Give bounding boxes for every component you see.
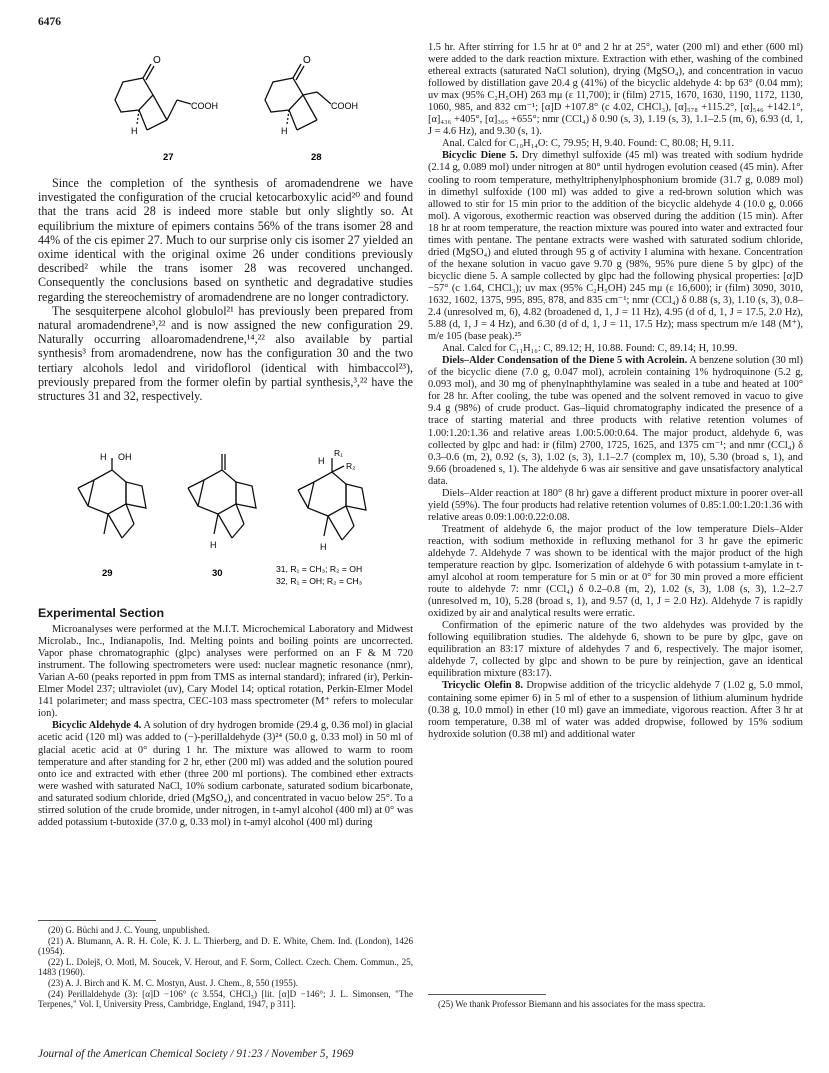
paragraph-equilibration: Confirmation of the epimeric nature of the two aldehydes was provided by the following equilibration studies. The aldehyde 6, shown to be pure by glpc, gave on equilibration an 83:17 mixture of aldehydes 7 and 6, respectively. The major isomer, aldehyde 7, collected by glpc and shown to be pure by reinjection, gave an identical equilibration mixture (83:17). — [428, 620, 803, 680]
footnote-20: (20) G. Büchi and J. C. Young, unpublished. — [48, 925, 210, 935]
footnote-22: (22) L. Doleјš, O. Motl, M. Soucek, V. Herout, and F. Sorm, Collect. Czech. Chem. Commun., 25, 1483 (1960). — [38, 956, 413, 978]
footnote-21: (21) A. Blumann, A. R. H. Cole, K. J. L. Thierberg, and D. E. White, Chem. Ind. (London), 1426 (1954). — [38, 935, 413, 957]
experimental-section — [38, 607, 413, 829]
structure-30-label: 30 — [212, 568, 223, 579]
paragraph-diels-alder-180: Diels–Alder reaction at 180° (8 hr) gave a different product mixture in poorer over-all yield (59%). The four products had relative retention volumes of 0.85:1.00:1.20:1.36 with relative areas 0.09:1.00:0.22:0.08. — [428, 487, 803, 523]
structure-27-oxygen: O — [153, 55, 161, 66]
text-diene-5: Dry dimethyl sulfoxide (45 ml) was treated with sodium hydride (2.14 g, 0.089 mol) under nitrogen at 80° until hydrogen evolution ceased (45 min). After cooling to room temperature, methyltriphenylphosphonium bromide (31.7 g, 0.089 mol) in dimethyl sulfoxide (100 ml) was added to give a red-brown solution which was allowed to stir for 15 min prior to the addition of the bicyclic aldehyde 4 (10.0 g, 0.066 mol). A vigorous, exothermic reaction was observed during the addition (15 min). After 18 hr at room temperature, the reaction mixture was poured into water and extracted four times with pentane. The pentane extracts were washed with saturated sodium chloride, dried (MgSO₄) and eluted through 95 g of activity I alumina with hexane. Concentration of the hexane solution in vacuo gave 9.70 g (98%, 95% pure diene 5 by glpc) of the bicyclic diene 5. A sample collected by glpc had the following physical properties: [α]D −57° (c 1.64, CHCl₃); uv max (95% C₂H₅OH) 245 mμ (ε 16,600); ir (film) 3090, 3010, 1632, 1602, 1375, 995, 895, 878, and 835 cm⁻¹; nmr (CCl₄) δ 0.88 (s, 3), 1.10 (s, 3), 0.8–2.4 (unresolved m, 6), 4.82 (broadened d, 1, J = 11 Hz), 4.95 (d of d, 1, J = 17.5, 2.0 Hz), 5.88 (d, 1, J = 4 Hz), and 6.30 (d of d, 1, J = 11, 17.5 Hz); mass spectrum m/e 148 (M⁺), m/e 105 (base peak).²⁵ — [428, 150, 803, 343]
footnote-24: (24) Perillaldehyde (3): [α]D −106° (c 3.554, CHCl₃) [lit. [α]D −146°; J. L. Simonsen, "The Terpenes," Vol. I, University Press, Cambridge, England, 1947, p 311]. — [38, 988, 413, 1010]
structure-28-cooh: COOH — [331, 101, 358, 111]
heading-diene-5: Bicyclic Diene 5. — [442, 150, 518, 162]
structure-31-32 — [298, 458, 366, 540]
paragraph-anal-5: Anal. Calcd for C₁₁H₁₆: C, 89.12; H, 10.88. Found: C, 89.14; H, 10.99. — [442, 343, 738, 355]
structure-28-oxygen: O — [303, 55, 311, 66]
text-aldehyde-4: A solution of dry hydrogen bromide (29.4 g, 0.36 mol) in glacial acetic acid (120 ml) was added to (−)-perillaldehyde (3)²⁴ (50.0 g, 0.33 mol) in 50 ml of glacial acetic acid at 0° during 1 hr. The mixture was allowed to warm to room temperature and after standing for 2 hr, ether (200 ml) was added and the solution poured onto ice and extracted with ether (three 200 ml portions). The combined ether extracts were washed with saturated NaCl, 10% sodium carbonate, saturated sodium bicarbonate, and saturated sodium chloride, dried (MgSO₄), and concentrated in vacuo below 25°. To a stirred solution of the crude bromide, under nitrogen, in t-amyl alcohol (400 ml) at 0° was added potassium t-butoxide (37.0 g, 0.33 mol) in t-amyl alcohol (400 ml) during — [38, 720, 413, 828]
footnotes-right — [428, 999, 803, 1010]
paragraph-diels-alder — [428, 355, 803, 488]
journal-footer: Journal of the American Chemical Society / 91:23 / November 5, 1969 — [38, 1048, 354, 1060]
structure-27-label: 27 — [163, 152, 174, 163]
heading-diels-alder: Diels–Alder Condensation of the Diene 5 with Acrolein. — [442, 355, 688, 367]
structure-29 — [78, 458, 146, 538]
right-column — [428, 42, 803, 741]
text-diels-alder: A benzene solution (30 ml) of the bicyclic diene (7.0 g, 0.047 mol), acrolein containing 1% hydroquinone (5.2 g, 0.093 mol), and 30 mg of phenylnaphthylamine was sealed in a tube and heated at 100° for 28 hr. After cooling, the tube was opened and the solvent removed in vacuo to give 9.4 g (98%) of crude product. Gas–liquid chromatography indicated the presence of a trace of starting material and three products with relative retention volumes of 1.00:1.20:1.36 and relative areas 1.00:5.00:0.64. The major product, aldehyde 6, was collected by glpc and had: ir (film) 2700, 1725, 1625, and 1375 cm⁻¹; and nmr (CCl₄) δ 0.3–0.6 (m, 2), 0.92 (s, 3), 1.02 (s, 3), 1.1–2.7 (complex m, 10), 5.30 (broad s, 1), and 9.66 (broadened s, 1). The aldehyde 6 was air sensitive and gave unsatisfactory analytical data. — [428, 355, 803, 487]
paragraph-olefin-8 — [428, 680, 803, 740]
structure-28-label: 28 — [311, 152, 322, 163]
paragraph-aldehyde-4 — [38, 720, 413, 828]
footnote-rule-right — [428, 994, 546, 995]
structure-32-label: 32, R₁ = OH; R₂ = CH₃ — [276, 576, 363, 586]
structure-31-label: 31, R₁ = CH₃; R₂ = OH — [276, 564, 363, 574]
structure-28 — [265, 64, 331, 130]
structures-27-28 — [95, 48, 385, 166]
structures-29-32 — [64, 448, 394, 588]
structure-31-r1: R₁ — [334, 448, 344, 458]
structure-29-oh: OH — [118, 452, 132, 462]
experimental-heading: Experimental Section — [38, 606, 165, 620]
structure-27 — [115, 64, 191, 130]
structure-27-h: H — [131, 126, 138, 136]
paragraph-anal-4: Anal. Calcd for C₁₀H₁₄O: C, 79.95; H, 9.40. Found: C, 80.08; H, 9.11. — [442, 138, 735, 150]
heading-olefin-8: Tricyclic Olefin 8. — [442, 680, 523, 692]
paragraph-aldehyde-7: Treatment of aldehyde 6, the major product of the low temperature Diels–Alder reaction, with sodium methoxide in refluxing methanol for 3 hr gave the epimeric aldehyde 7. Aldehyde 7 was shown to be identical with the major product of the high temperature reaction by glpc. Isomerization of aldehyde 6 with potassium t-amylate in t-amyl alcohol at room temperature for 5 min or at 0° for 30 min proved a more efficient route to aldehyde 7: nmr (CCl₄) δ 0.2–0.8 (m, 2), 1.02 (s, 3), 1.08 (s, 3), 1.2–2.7 (unresolved m, 10), 5.28 (broad s, 1), and 9.57 (d, 1, J = 2.0 Hz). Aldehyde 7 is rapidly oxidized by air and analytical results were erratic. — [428, 523, 803, 620]
structure-30 — [188, 454, 256, 538]
structure-29-h: H — [100, 452, 107, 462]
paragraph-instruments: Microanalyses were performed at the M.I.T. Microchemical Laboratory and Midwest Microlab., Inc., Indianapolis, Ind. Melting points and boiling points are uncorrected. Vapor phase chromatographic (glpc) analyses were performed on an F & M 720 instrument. The following spectrometers were used: nuclear magnetic resonance (nmr), Varian A-60 (peaks reported in ppm from TMS as internal standard); infrared (ir), Perkin-Elmer Model 237; ultraviolet (uv), Cary Model 14; optical rotation, Perkin-Elmer Model 141 polarimeter; and mass spectra, CEC-103 mass spectrometer (M⁺ refers to molecular ion). — [38, 624, 413, 720]
footnote-25: (25) We thank Professor Biemann and his associates for the mass spectra. — [438, 999, 706, 1009]
structure-28-h: H — [281, 126, 288, 136]
paragraph-diene-5 — [428, 150, 803, 343]
structure-29-label: 29 — [102, 568, 113, 579]
structure-30-h: H — [210, 540, 217, 550]
paragraph-globulol: The sesquiterpene alcohol globulol²¹ has previously been prepared from natural aromadendrene³,²² and is now assigned the new configuration 29. Naturally occurring alloaromadendrene,¹⁴,²² also available by partial synthesis³ from aromadendrene, now has the configuration 30 and the two tertiary alcohols ledol and viridoflorol (identical with himbaccol²³), previously prepared from the former olefin by partial synthesis,³,²² have the structures 31 and 32, respectively. — [38, 303, 413, 404]
structure-31-h: H — [318, 456, 325, 466]
footnote-rule-left — [38, 920, 156, 921]
structure-31-r2: R₂ — [346, 461, 356, 471]
footnote-23: (23) A. J. Birch and K. M. C. Mostyn, Aust. J. Chem., 8, 550 (1955). — [48, 977, 299, 988]
heading-aldehyde-4: Bicyclic Aldehyde 4. — [52, 720, 142, 732]
page-number: 6476 — [38, 16, 61, 28]
paragraph-aldehyde-4-cont: 1.5 hr. After stirring for 1.5 hr at 0° and 2 hr at 25°, water (200 ml) and ether (600 ml) were added to the dark reaction mixture. Extraction with ether, washing of the combined ethereal extracts (saturated NaCl solution), drying (MgSO₄), and concentration in vacuo followed by distillation gave 20.4 g (41%) of the bicyclic aldehyde 4: bp 63° (0.04 mm); uv max (95% C₂H₅OH) 263 mμ (ε 11,700); ir (film) 2715, 1670, 1630, 1190, 1172, 1130, 1060, 985, and 832 cm⁻¹; [α]D +107.8° (c 4.02, CHCl₃), [α]₅₇₈ +115.2°, [α]₅₄₆ +142.1°, [α]₄₃₆ +405°, [α]₃₆₅ +655°; nmr (CCl₄) δ 0.90 (s, 3), 1.19 (s, 3), 1.1–2.5 (m, 6), 6.93 (d, 1, J = 4.6 Hz), and 9.30 (s, 1). — [428, 42, 803, 138]
paragraph-epimers: Since the completion of the synthesis of aromadendrene we have investigated the configuration of the crucial ketocarboxylic acid²⁰ and found that the trans acid 28 is indeed more stable but only slightly so. At equilibrium the mixture of epimers contains 56% of the trans isomer 28 and 44% of the cis epimer 27. Much to our surprise only cis isomer 27 yielded an oxime identical with the original oxime 26 under conditions previously described² while the trans isomer 28 was recovered unchanged. Consequently the conclusions based on synthetic and degradative studies regarding the stereochemistry of aromadendrene are no longer contradictory. — [38, 176, 413, 304]
text-olefin-8: Dropwise addition of the tricyclic aldehyde 7 (1.02 g, 5.0 mmol, containing some epimer 6) in 5 ml of ether to a suspension of lithium aluminum hydride (0.38 g, 10.0 mmol) in ether (10 ml) gave an immediate, vigorous reaction. After 3 hr at room temperature, 0.38 ml of water was added dropwise, followed by 15% sodium hydroxide solution (0.38 ml) and additional water — [428, 680, 803, 740]
footnotes-left — [38, 925, 413, 1010]
structure-27-cooh: COOH — [191, 101, 218, 111]
left-column-intro — [38, 176, 413, 403]
structure-31-h-lower: H — [320, 542, 327, 552]
